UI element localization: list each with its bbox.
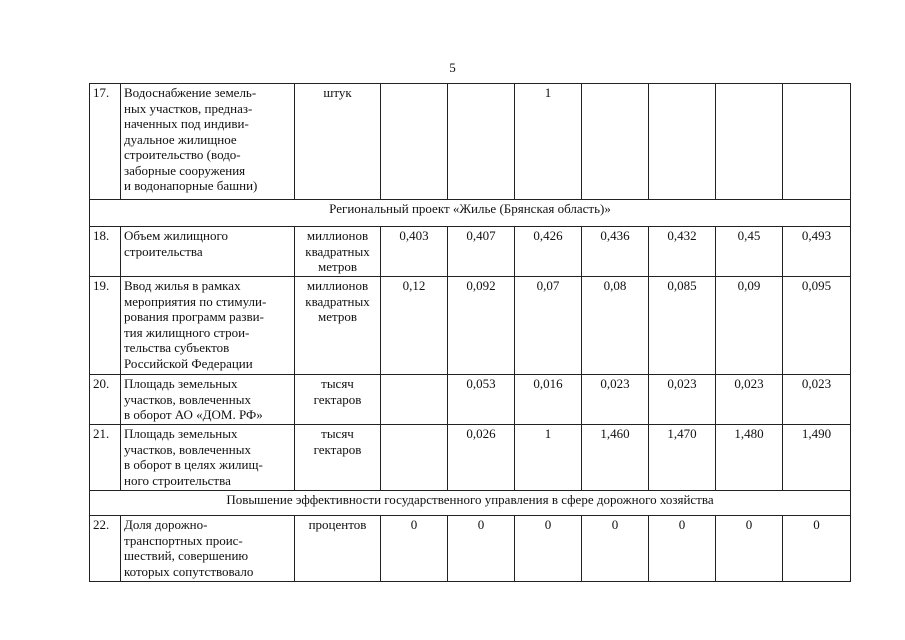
value-cell: 0,026 (448, 425, 515, 491)
value-cell: 0 (783, 516, 851, 582)
value-cell (381, 425, 448, 491)
indicator-name: Площадь земельных участков, вовлеченных в оборот в целях жилищ- ного строительства (121, 425, 295, 491)
unit-of-measure: процентов (295, 516, 381, 582)
value-cell (381, 84, 448, 200)
value-cell: 0,095 (783, 277, 851, 375)
value-cell: 0 (649, 516, 716, 582)
value-cell (649, 84, 716, 200)
page-number: 5 (449, 60, 456, 75)
value-cell: 0,407 (448, 227, 515, 277)
indicator-name: Водоснабжение земель- ных участков, предназ- наченных под индиви- дуальное жилищное строительство (водо- заборные сооружения и водонапорные башни) (121, 84, 295, 200)
value-cell (381, 375, 448, 425)
unit-of-measure: тысяч гектаров (295, 375, 381, 425)
section-title: Региональный проект «Жилье (Брянская область)» (90, 200, 851, 227)
value-cell (448, 84, 515, 200)
value-cell (716, 84, 783, 200)
value-cell: 0,023 (649, 375, 716, 425)
section-row (90, 200, 851, 227)
indicator-name: Ввод жилья в рамках мероприятия по стимули- рования программ разви- тия жилищного строи- тельства субъектов Российской Федерации (121, 277, 295, 375)
value-cell (783, 84, 851, 200)
value-cell: 0,085 (649, 277, 716, 375)
row-number: 17. (90, 84, 121, 200)
value-cell (582, 84, 649, 200)
value-cell: 0,023 (716, 375, 783, 425)
section-title: Повышение эффективности государственного управления в сфере дорожного хозяйства (90, 491, 851, 516)
row-number: 21. (90, 425, 121, 491)
indicator-name: Объем жилищного строительства (121, 227, 295, 277)
table-row (90, 516, 851, 582)
value-cell: 0,426 (515, 227, 582, 277)
value-cell: 0,07 (515, 277, 582, 375)
value-cell: 1,480 (716, 425, 783, 491)
value-cell: 1,470 (649, 425, 716, 491)
table-row (90, 227, 851, 277)
value-cell: 0,092 (448, 277, 515, 375)
value-cell: 0 (381, 516, 448, 582)
value-cell: 0,08 (582, 277, 649, 375)
row-number: 18. (90, 227, 121, 277)
value-cell: 1 (515, 425, 582, 491)
value-cell: 1,490 (783, 425, 851, 491)
value-cell: 0,016 (515, 375, 582, 425)
value-cell: 0 (448, 516, 515, 582)
value-cell: 0,432 (649, 227, 716, 277)
table-row (90, 375, 851, 425)
unit-of-measure: штук (295, 84, 381, 200)
unit-of-measure: тысяч гектаров (295, 425, 381, 491)
value-cell: 1 (515, 84, 582, 200)
row-number: 20. (90, 375, 121, 425)
value-cell: 0,436 (582, 227, 649, 277)
unit-of-measure: миллионов квадратных метров (295, 277, 381, 375)
section-row (90, 491, 851, 516)
value-cell: 0 (582, 516, 649, 582)
row-number: 22. (90, 516, 121, 582)
value-cell: 0,053 (448, 375, 515, 425)
indicators-table (89, 83, 851, 582)
value-cell: 0,403 (381, 227, 448, 277)
table-row (90, 84, 851, 200)
unit-of-measure: миллионов квадратных метров (295, 227, 381, 277)
table-row (90, 277, 851, 375)
value-cell: 0 (716, 516, 783, 582)
value-cell: 0,023 (582, 375, 649, 425)
row-number: 19. (90, 277, 121, 375)
value-cell: 1,460 (582, 425, 649, 491)
indicator-name: Площадь земельных участков, вовлеченных в оборот АО «ДОМ. РФ» (121, 375, 295, 425)
value-cell: 0 (515, 516, 582, 582)
table-row (90, 425, 851, 491)
value-cell: 0,023 (783, 375, 851, 425)
value-cell: 0,493 (783, 227, 851, 277)
value-cell: 0,09 (716, 277, 783, 375)
value-cell: 0,12 (381, 277, 448, 375)
indicator-name: Доля дорожно- транспортных проис- шествий, совершению которых сопутствовало (121, 516, 295, 582)
value-cell: 0,45 (716, 227, 783, 277)
